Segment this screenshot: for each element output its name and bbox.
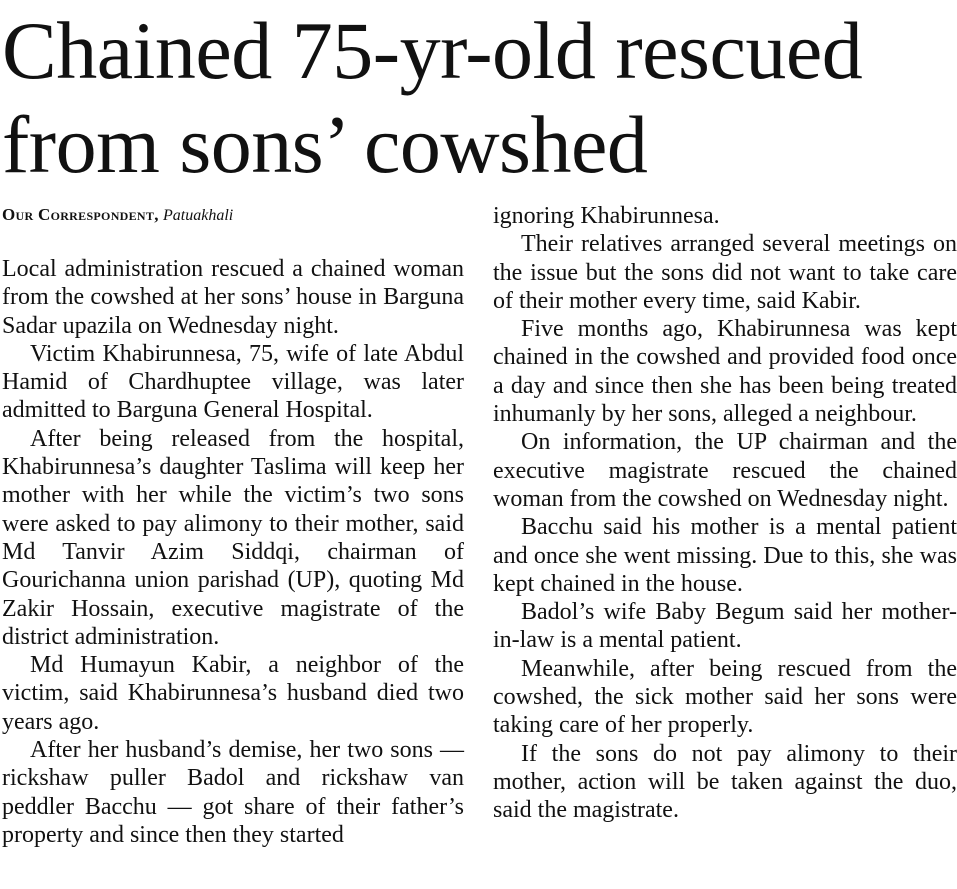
paragraph: Badol’s wife Baby Begum said her mother-in-law is a mental patient. [493, 599, 957, 654]
paragraph: Meanwhile, after being rescued from the cowshed, the sick mother said her sons were taking care of her properly. [493, 655, 957, 739]
headline-line-1: Chained 75-yr-old rescued [2, 5, 863, 96]
paragraph: Five months ago, Khabirunnesa was kept chained in the cowshed and provided food once a day and since then she has been being treated inhumanly by her sons, alleged a neighbour. [493, 316, 957, 428]
byline [2, 204, 233, 227]
article-column-right [493, 202, 957, 825]
paragraph: If the sons do not pay alimony to their mother, action will be taken against the duo, said the magistrate. [493, 740, 957, 824]
article-column-left [2, 255, 464, 849]
paragraph: Victim Khabirunnesa, 75, wife of late Abdul Hamid of Chardhuptee village, was later admitted to Barguna General Hospital. [2, 340, 464, 424]
byline-author: Our Correspondent, [2, 205, 159, 224]
paragraph: On information, the UP chairman and the executive magistrate rescued the chained woman from the cowshed on Wednesday night. [493, 429, 957, 512]
paragraph: Bacchu said his mother is a mental patient and once she went missing. Due to this, she was kept chained in the house. [493, 514, 957, 597]
headline [2, 4, 957, 192]
paragraph-continued: ignoring Khabirunnesa. [493, 203, 720, 229]
paragraph: After being released from the hospital, Khabirunnesa’s daughter Taslima will keep her mother with her while the victim’s two sons were asked to pay alimony to their mother, said Md Tanvir Azim Siddqi, chairman of Gourichanna union parishad (UP), quoting Md Zakir Hossain, executive magistrate of the district administration. [2, 425, 464, 650]
paragraph: Local administration rescued a chained woman from the cowshed at her sons’ house in Barguna Sadar upazila on Wednesday night. [2, 256, 464, 339]
paragraph: Md Humayun Kabir, a neighbor of the victim, said Khabirunnesa’s husband died two years ago. [2, 652, 464, 735]
paragraph: Their relatives arranged several meetings on the issue but the sons did not want to take care of their mother every time, said Kabir. [493, 231, 957, 314]
paragraph: After her husband’s demise, her two sons — rickshaw puller Badol and rickshaw van peddler Bacchu — got share of their father’s property and since then they started [2, 737, 464, 848]
headline-line-2: from sons’ cowshed [2, 99, 648, 190]
byline-place: Patuakhali [163, 207, 234, 224]
